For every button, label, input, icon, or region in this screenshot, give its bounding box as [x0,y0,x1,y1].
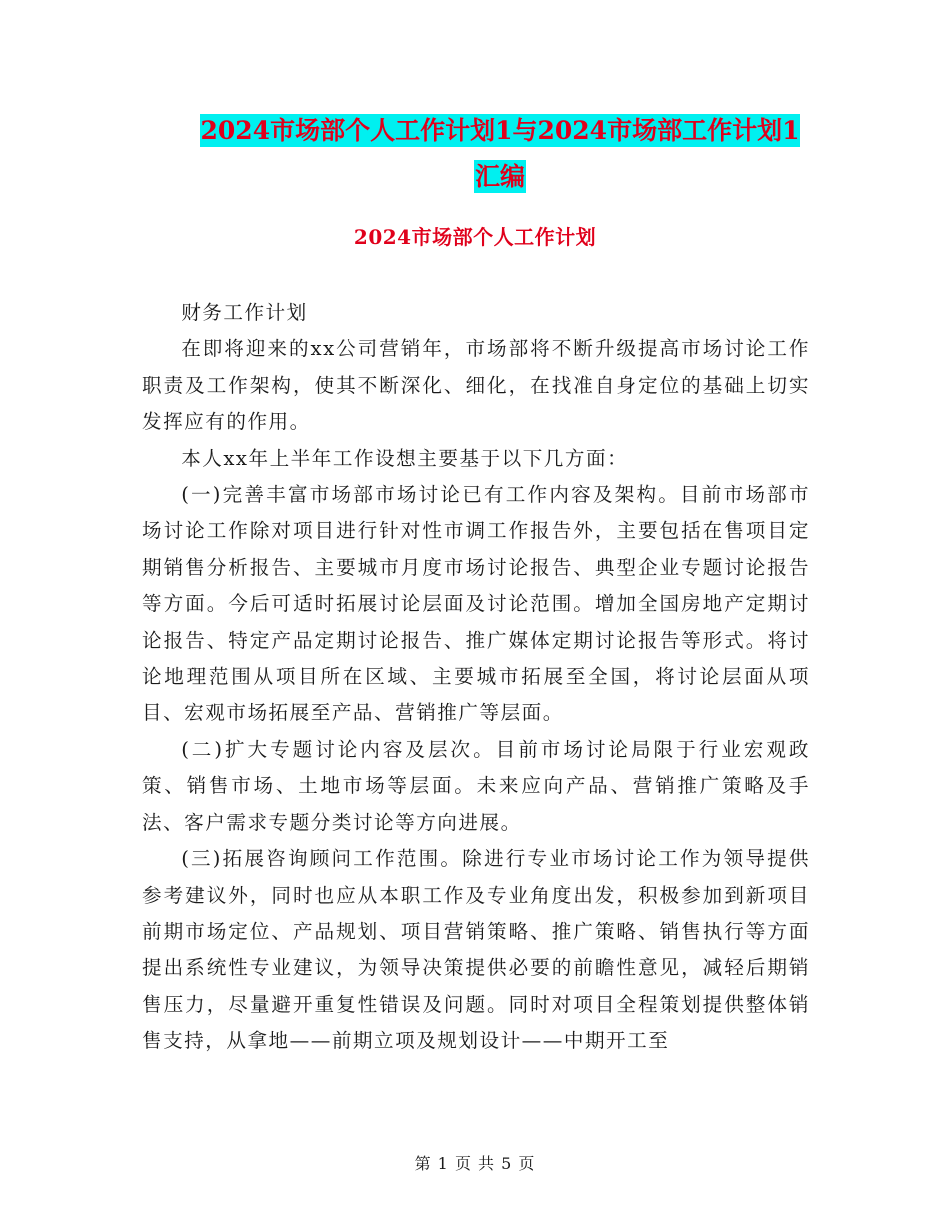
section-title: 2024市场部个人工作计划 [353,225,597,249]
title-line-1: 2024市场部个人工作计划1与2024市场部工作计划1 [200,116,800,145]
paragraph: 财务工作计划 [181,301,308,324]
paragraph: (二)扩大专题讨论内容及层次。目前市场讨论局限于行业宏观政策、销售市场、土地市场等层面。未来应向产品、营销推广策略及手法、客户需求专题分类讨论等方向进展。 [142,737,810,834]
paragraph: (一)完善丰富市场部市场讨论已有工作内容及架构。目前市场部市场讨论工作除对项目进行针对性市调工作报告外，主要包括在售项目定期销售分析报告、主要城市月度市场讨论报告、典型企业专题讨论报告等方面。今后可适时拓展讨论层面及讨论范围。增加全国房地产定期讨论报告、特定产品定期讨论报告、推广媒体定期讨论报告等形式。将讨论地理范围从项目所在区域、主要城市拓展至全国，将讨论层面从项目、宏观市场拓展至产品、营销推广等层面。 [142,483,810,725]
title-line-2: 汇编 [474,162,525,191]
document-body [142,295,810,1060]
page-footer: 第 1 页 共 5 页 [414,1154,536,1173]
paragraph: (三)拓展咨询顾问工作范围。除进行专业市场讨论工作为领导提供参考建议外，同时也应从本职工作及专业角度出发，积极参加到新项目前期市场定位、产品规划、项目营销策略、推广策略、销售执行等方面提出系统性专业建议，为领导决策提供必要的前瞻性意见，减轻后期销售压力，尽量避开重复性错误及问题。同时对项目全程策划提供整体销售支持，从拿地——前期立项及规划设计——中期开工至 [142,847,810,1053]
paragraph: 本人xx年上半年工作设想主要基于以下几方面： [181,446,629,470]
document-title [140,108,860,200]
paragraph: 在即将迎来的xx公司营销年，市场部将不断升级提高市场讨论工作职责及工作架构，使其不断深化、细化，在找准自身定位的基础上切实发挥应有的作用。 [142,337,810,434]
